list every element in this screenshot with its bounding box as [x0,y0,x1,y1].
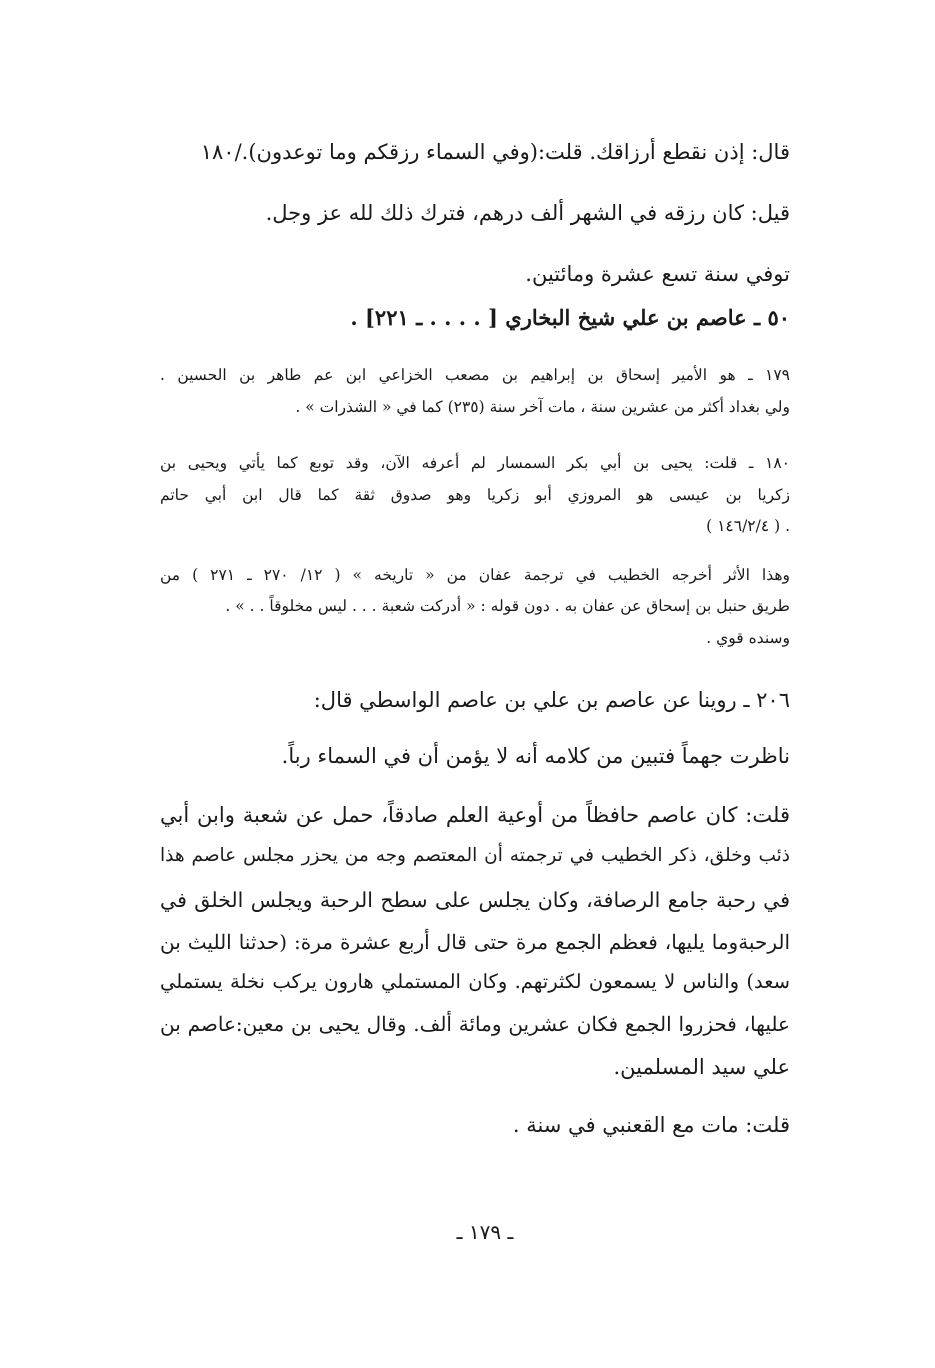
commentary-line: عليها، فحزروا الجمع فكان عشرين ومائة ألف. وقال يحيى بن معين:عاصم بن [160,1012,790,1036]
footnote-line: ولي بغداد أكثر من عشرين سنة ، مات آخر سنة (٢٣٥) كما في « الشذرات » . [295,398,790,416]
page-number: ـ ١٧٩ ـ [456,1220,514,1244]
closing-line: قلت: مات مع القعنبي في سنة . [512,1113,790,1137]
narration-line: ٢٠٦ ـ روينا عن عاصم بن علي بن عاصم الواسطي قال: [313,688,790,712]
commentary-line: سعد) والناس لا يسمعون لكثرتهم. وكان المستملي هارون يركب نخلة يستملي [160,970,790,993]
footnote-line: وسنده قوي . [706,629,790,647]
text-line: قيل: كان رزقه في الشهر ألف درهم، فترك ذلك لله عز وجل. [265,201,790,225]
footnote-line: ١٨٠ ـ قلت: يحيى بن أبي بكر السمسار لم أعرفه الآن، وقد توبع كما يأتي ويحيى بن [160,454,790,472]
text-line: توفي سنة تسع عشرة ومائتين. [525,262,790,286]
footnote-line: وهذا الأثر أخرجه الخطيب في ترجمة عفان من « تاريخه » ( ١٢/ ٢٧٠ ـ ٢٧١ ) من [160,566,790,584]
commentary-line: في رحبة جامع الرصافة، وكان يجلس على سطح الرحبة ويجلس الخلق في [160,888,790,912]
footnote-line: طريق حنبل بن إسحاق عن عفان به . دون قوله : « أدركت شعبة . . . ليس مخلوقاً . . » . [225,597,790,615]
footnote-line: زكريا بن عيسى هو المروزي أبو زكريا وهو صدوق ثقة كما قال ابن أبي حاتم [160,486,790,504]
commentary-line: ذئب وخلق، ذكر الخطيب في ترجمته أن المعتصم وجه من يحزر مجلس عاصم هذا [160,845,790,866]
text-line: قال: إذن نقطع أرزاقك. قلت:(وفي السماء رزقكم وما توعدون)./١٨٠ [200,140,790,164]
section-heading: ٥٠ ـ عاصم بن علي شيخ البخاري [ . . . . ـ ٢٢١] . [350,305,790,330]
commentary-line: الرحبةوما يليها، فعظم الجمع مرة حتى قال أربع عشرة مرة: (حدثنا الليث بن [160,930,790,954]
narration-line: ناظرت جهماً فتبين من كلامه أنه لا يؤمن أن في السماء رباً. [281,744,790,768]
footnote-line: ١٧٩ ـ هو الأمير إسحاق بن إبراهيم بن مصعب الخزاعي ابن عم طاهر بن الحسين . [160,366,790,384]
commentary-line: قلت: كان عاصم حافظاً من أوعية العلم صادقاً، حمل عن شعبة وابن أبي [160,803,790,827]
commentary-line: علي سيد المسلمين. [613,1055,790,1079]
footnote-line: . ( ١٤٦/٢/٤ ) [706,517,790,535]
